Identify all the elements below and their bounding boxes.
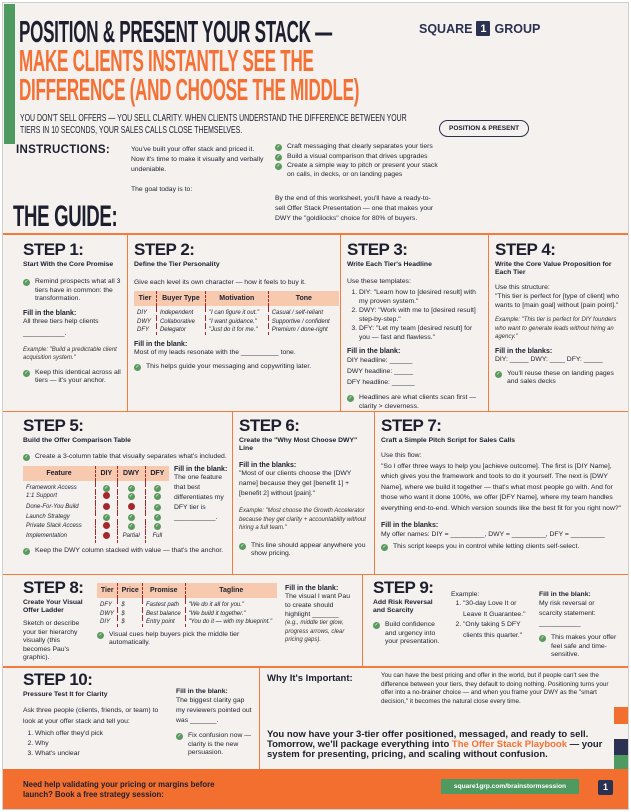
logo-text: GROUP [494, 21, 541, 36]
goal-item: ✓ Create a simple way to pitch or present your stack on calls, in decks, or on landing pages [276, 162, 438, 178]
tier-personality-table: Tier Buyer Type Motivation Tone DIY Independent "I can figure it out." Casual / self-reliant DWY Collaborative "I want guidance." Supportive / confident DFY Delegator "Just do it for me." Premium / done-right [134, 291, 339, 335]
fill-blank[interactable]: ___________ [539, 620, 581, 627]
color-tab [614, 707, 628, 724]
check-icon: ✓ [98, 631, 103, 638]
table-row: Framework Access ✓ ✓ ✓ [23, 484, 169, 493]
table-row: 1:1 Support ✓ ✓ [23, 492, 169, 503]
color-tab [614, 739, 628, 755]
check-icon: ✓ [382, 544, 387, 550]
guide-title: THE GUIDE: [13, 200, 118, 233]
fill-blank[interactable]: The visual I want Pau to create should highlight _______ [285, 593, 350, 618]
table-row: Implementation Partial Full [23, 532, 169, 543]
offer-comparison-table: Feature DIY DWY DFY Framework Access ✓ ✓ ✓ 1:1 Support ✓ ✓ Done-For-You Build ✓ Launch Strategy ✓ ✓ ✓ Private Slack Access ✓ ✓ Implementation Partial Full [23, 466, 169, 543]
check-icon: ✓ [540, 635, 545, 641]
check-icon: ✓ [155, 484, 160, 491]
x-icon [128, 503, 135, 510]
fill-blank[interactable]: Most of my leads resonate with the __________ tone. [134, 348, 296, 356]
check-icon: ✓ [276, 163, 281, 169]
step-7: STEP 7: Craft a Simple Pitch Script for Sales Calls Use this flow: "So I offer three ways to help you [achieve outcome]. The first is [DIY Name], which gives you the framework and tools to do it yourself. The next is [DWY Name], where we build it together — that's what most people go with. And for those who want it done 100%, we offer [DFY Name], where my team handles everything end-to-end. Which version sounds like the best fit for you right now?" Fill in the blanks: My offer names: DIY = _________, DWY = _________, DFY = _________ ✓ This script keeps you in control while letting clients self-select. [375, 411, 629, 574]
page-badge: 1 [598, 780, 613, 795]
fill-blank[interactable]: DIY: _____ DWY: ____ DFY: _____ [495, 355, 603, 363]
goal-item: ✓ Build a visual comparison that drives upgrades [276, 152, 428, 160]
step-title: STEP 1: [23, 240, 84, 259]
page-title-highlight-2: DIFFERENCE (AND CHOOSE THE MIDDLE) [19, 72, 360, 107]
check-icon: ✓ [177, 733, 182, 739]
table-row: Done-For-You Build ✓ [23, 503, 169, 514]
step-9: STEP 9: Add Risk Reversal and Scarcity ✓ Build confidence and urgency into your presentation. Example: 1. "30-day Love It or Leave It Guarantee." 2. "Only taking 5 DFY clients this quarter." Fill in the blank: My risk reversal or scarcity statement: ___________ ✓ This makes your offer feel safe and time-sensitive. [363, 574, 629, 666]
check-icon: ✓ [155, 522, 160, 529]
booking-link[interactable]: square1grp.com/brainstormsession [441, 779, 579, 794]
check-icon: ✓ [155, 503, 160, 510]
accent-bar [4, 4, 15, 144]
check-icon: ✓ [135, 363, 140, 370]
logo-mark: 1 [476, 21, 490, 36]
x-icon [103, 492, 110, 499]
step-title: STEP 6: [239, 416, 300, 435]
check-icon: ✓ [129, 514, 134, 520]
step-title: STEP 2: [134, 240, 195, 259]
fill-blank[interactable]: DIY headline: ______ [347, 357, 413, 364]
closing-statement: You now have your 3-tier offer positioned, messaged, and ready to sell. Tomorrow, we'll package everything into The Offer Stack Playbook — your system for presenting, pricing, and scaling without confusion. [267, 729, 603, 760]
footer [3, 769, 629, 810]
check-icon: ✓ [155, 514, 160, 520]
instructions-label: INSTRUCTIONS: [16, 144, 110, 156]
logo [419, 21, 540, 36]
section-badge: POSITION & PRESENT [439, 120, 529, 137]
check-icon: ✓ [129, 484, 134, 491]
check-icon: ✓ [129, 522, 134, 529]
page-title-highlight-1: MAKE CLIENTS INSTANTLY SEE THE [19, 43, 314, 78]
step-2: STEP 2: Define the Tier Personality Give each level its own character — how it feels to buy it. Tier Buyer Type Motivation Tone DIY Independent "I can figure it out." Casual / self-reliant DWY Collaborative "I want guidance." Supportive / confident DFY Delegator "Just do it for me." Premium / done-right Fill in the blank: Most of my leads resonate with the __________ tone. ✓ This helps guide your messaging and copywriting later. [128, 233, 341, 411]
x-icon [103, 532, 110, 539]
logo-text: SQUARE [419, 21, 473, 36]
check-icon: ✓ [240, 542, 245, 549]
step-title: STEP 4: [495, 240, 556, 259]
step-1: STEP 1: Start With the Core Promise ✓ Remind prospects what all 3 tiers have in common: the transformation. Fill in the blank: All three tiers help clients ___________. Example: "Build a predictable client acquisition system." ✓ Keep this identical across all tiers — it's your anchor. [3, 233, 128, 411]
check-icon: ✓ [104, 514, 109, 520]
check-icon: ✓ [24, 369, 29, 376]
check-icon: ✓ [24, 547, 29, 554]
check-icon: ✓ [155, 493, 160, 499]
color-tab [614, 755, 628, 769]
instructions-outcome: By the end of this worksheet, you'll have a ready-to-sell Offer Stack Presentation — one that makes your DWY the "goldilocks" choice for 80% of buyers. [275, 195, 434, 222]
step-title: STEP 8: [23, 578, 84, 597]
step-title: STEP 9: [373, 578, 434, 597]
page-title: POSITION & PRESENT YOUR STACK — [19, 14, 332, 49]
fill-blank[interactable]: My offer names: DIY = _________, DWY = _________, DFY = _________ [381, 531, 605, 538]
table-row: Launch Strategy ✓ ✓ ✓ [23, 513, 169, 522]
check-icon: ✓ [24, 454, 29, 460]
offer-ladder-table: Tier Price Promise Tagline DFY $ Fastest path "We do it all for you." DWY $ Best balance "We build it together." DIY $ Entry point "You do it — with my blueprint." [97, 583, 277, 627]
check-icon: ✓ [496, 370, 501, 377]
fill-blank[interactable]: DWY headline: _____ [347, 368, 414, 375]
why-label: Why It's Important: [267, 673, 353, 684]
check-icon: ✓ [104, 484, 109, 491]
x-icon [103, 503, 110, 510]
check-icon: ✓ [348, 395, 353, 401]
fill-blank[interactable]: ___________. [23, 329, 67, 337]
step-5: STEP 5: Build the Offer Comparison Table ✓ Create a 3-column table that visually separates what's included. Feature DIY DWY DFY Framework Access ✓ ✓ ✓ 1:1 Support ✓ ✓ Done-For-You Build ✓ Launch Strategy ✓ ✓ ✓ Private Slack Access ✓ ✓ Implementation Partial Full Fill in the blank: The one feature that best differentiates my DFY tier is ___________. ✓ Keep the DWY column stacked with value — that's the anchor. [3, 411, 233, 574]
check-icon: ✓ [276, 144, 281, 150]
instructions-intro: You've built your offer stack and priced it. Now it's time to make it visually and verbally undeniable. [131, 146, 264, 173]
goal-item: ✓ Craft messaging that clearly separates your tiers [276, 143, 433, 150]
check-icon: ✓ [129, 493, 134, 499]
check-icon: ✓ [24, 279, 29, 285]
step-title: STEP 3: [347, 240, 408, 259]
step-4: STEP 4: Write the Core Value Proposition for Each Tier Use this structure: "This tier is perfect for [type of client] who wants to [main goal] without [pain point]." Example: "This tier is perfect for DIY founders who want to generate leads without hiring an agency." Fill in the blanks: DIY: _____ DWY: ____ DFY: _____ ✓ You'll reuse these on landing pages and sales decks [489, 233, 629, 411]
step-title: STEP 10: [23, 670, 93, 689]
check-icon: ✓ [374, 622, 379, 628]
step-title: STEP 5: [23, 416, 84, 435]
step-3: STEP 3: Write Each Tier's Headline Use these templates: 1. DIY: "Learn how to [desired result] with my proven system." 2. DWY: "Work with me to [desired result] step-by-step." 3. DFY: "Let my team [desired result] for you — fast and flawless." Fill in the blank: DIY headline: ______ DWY headline: _____ DFY headline: ______ ✓ Headlines are what clients scan first — clarity > cleverness. [341, 233, 489, 411]
step-title: STEP 7: [381, 416, 442, 435]
why-text: You can have the best pricing and offer in the world, but if people can't see the difference between your tiers, they default to doing nothing. Positioning turns your offer into a no-brainer choice — and when you frame your DWY as the "smart decision," it becomes the natural close every time. [381, 672, 609, 705]
fill-blank[interactable]: The biggest clarity gap my reviewers pointed out was _______. [176, 697, 252, 724]
instructions-goal: The goal today is to: [131, 186, 193, 193]
x-icon [103, 522, 110, 529]
table-row: Private Slack Access ✓ ✓ [23, 522, 169, 533]
fill-blank[interactable]: The one feature that best differentiates my DFY tier is ___________. [174, 473, 224, 521]
check-icon: ✓ [276, 153, 281, 160]
step-6: STEP 6: Create the "Why Most Choose DWY" Line Fill in the blanks: "Most of our clients choose the [DWY name] because they get [benefit 1] + [benefit 2] without [pain]." Example: "Most choose the Growth Accelerator because they get clarity + accountability without hiring a full team." ✓ This line should appear anywhere you show pricing. [233, 411, 375, 574]
step-subtitle: Start With the Core Promise [23, 261, 114, 268]
fill-blank[interactable]: DFY headline: ______ [347, 379, 415, 386]
step-10: STEP 10: Pressure Test It for Clarity Ask three people (clients, friends, or team) to look at your offer stack and tell you: 1. Which offer they'd pick 2. Why 3. What's unclear Fill in the blank: The biggest clarity gap my reviewers pointed out was _______. ✓ Fix confusion now — clarity is the new persuasion. [3, 666, 260, 769]
fill-blank[interactable]: "Most of our clients choose the [DWY name] because they get [benefit 1] + [benefit 2] without [pain]." [239, 470, 352, 497]
subtitle: YOU DON'T SELL OFFERS — YOU SELL CLARITY. WHEN CLIENTS UNDERSTAND THE DIFFERENCE BETWEEN YOUR TIERS IN 10 SECONDS, YOUR SALES CALLS CLOSE THEMSELVES. [20, 112, 407, 136]
step-8: STEP 8: Create Your Visual Offer Ladder Sketch or describe your tier hierarchy visually (this becomes Pau's graphic). Tier Price Promise Tagline DFY $ Fastest path "We do it all for you." DWY $ Best balance "We build it together." DIY $ Entry point "You do it — with my blueprint." ✓ Visual cues help buyers pick the middle tier automatically. Fill in the blank: The visual I want Pau to create should highlight _______ (e.g., middle tier glow, progress arrows, clear pricing gaps). [3, 574, 363, 666]
footer-cta: Need help validating your pricing or margins before launch? Book a free strategy session: [23, 780, 215, 799]
worksheet-page [2, 2, 629, 810]
